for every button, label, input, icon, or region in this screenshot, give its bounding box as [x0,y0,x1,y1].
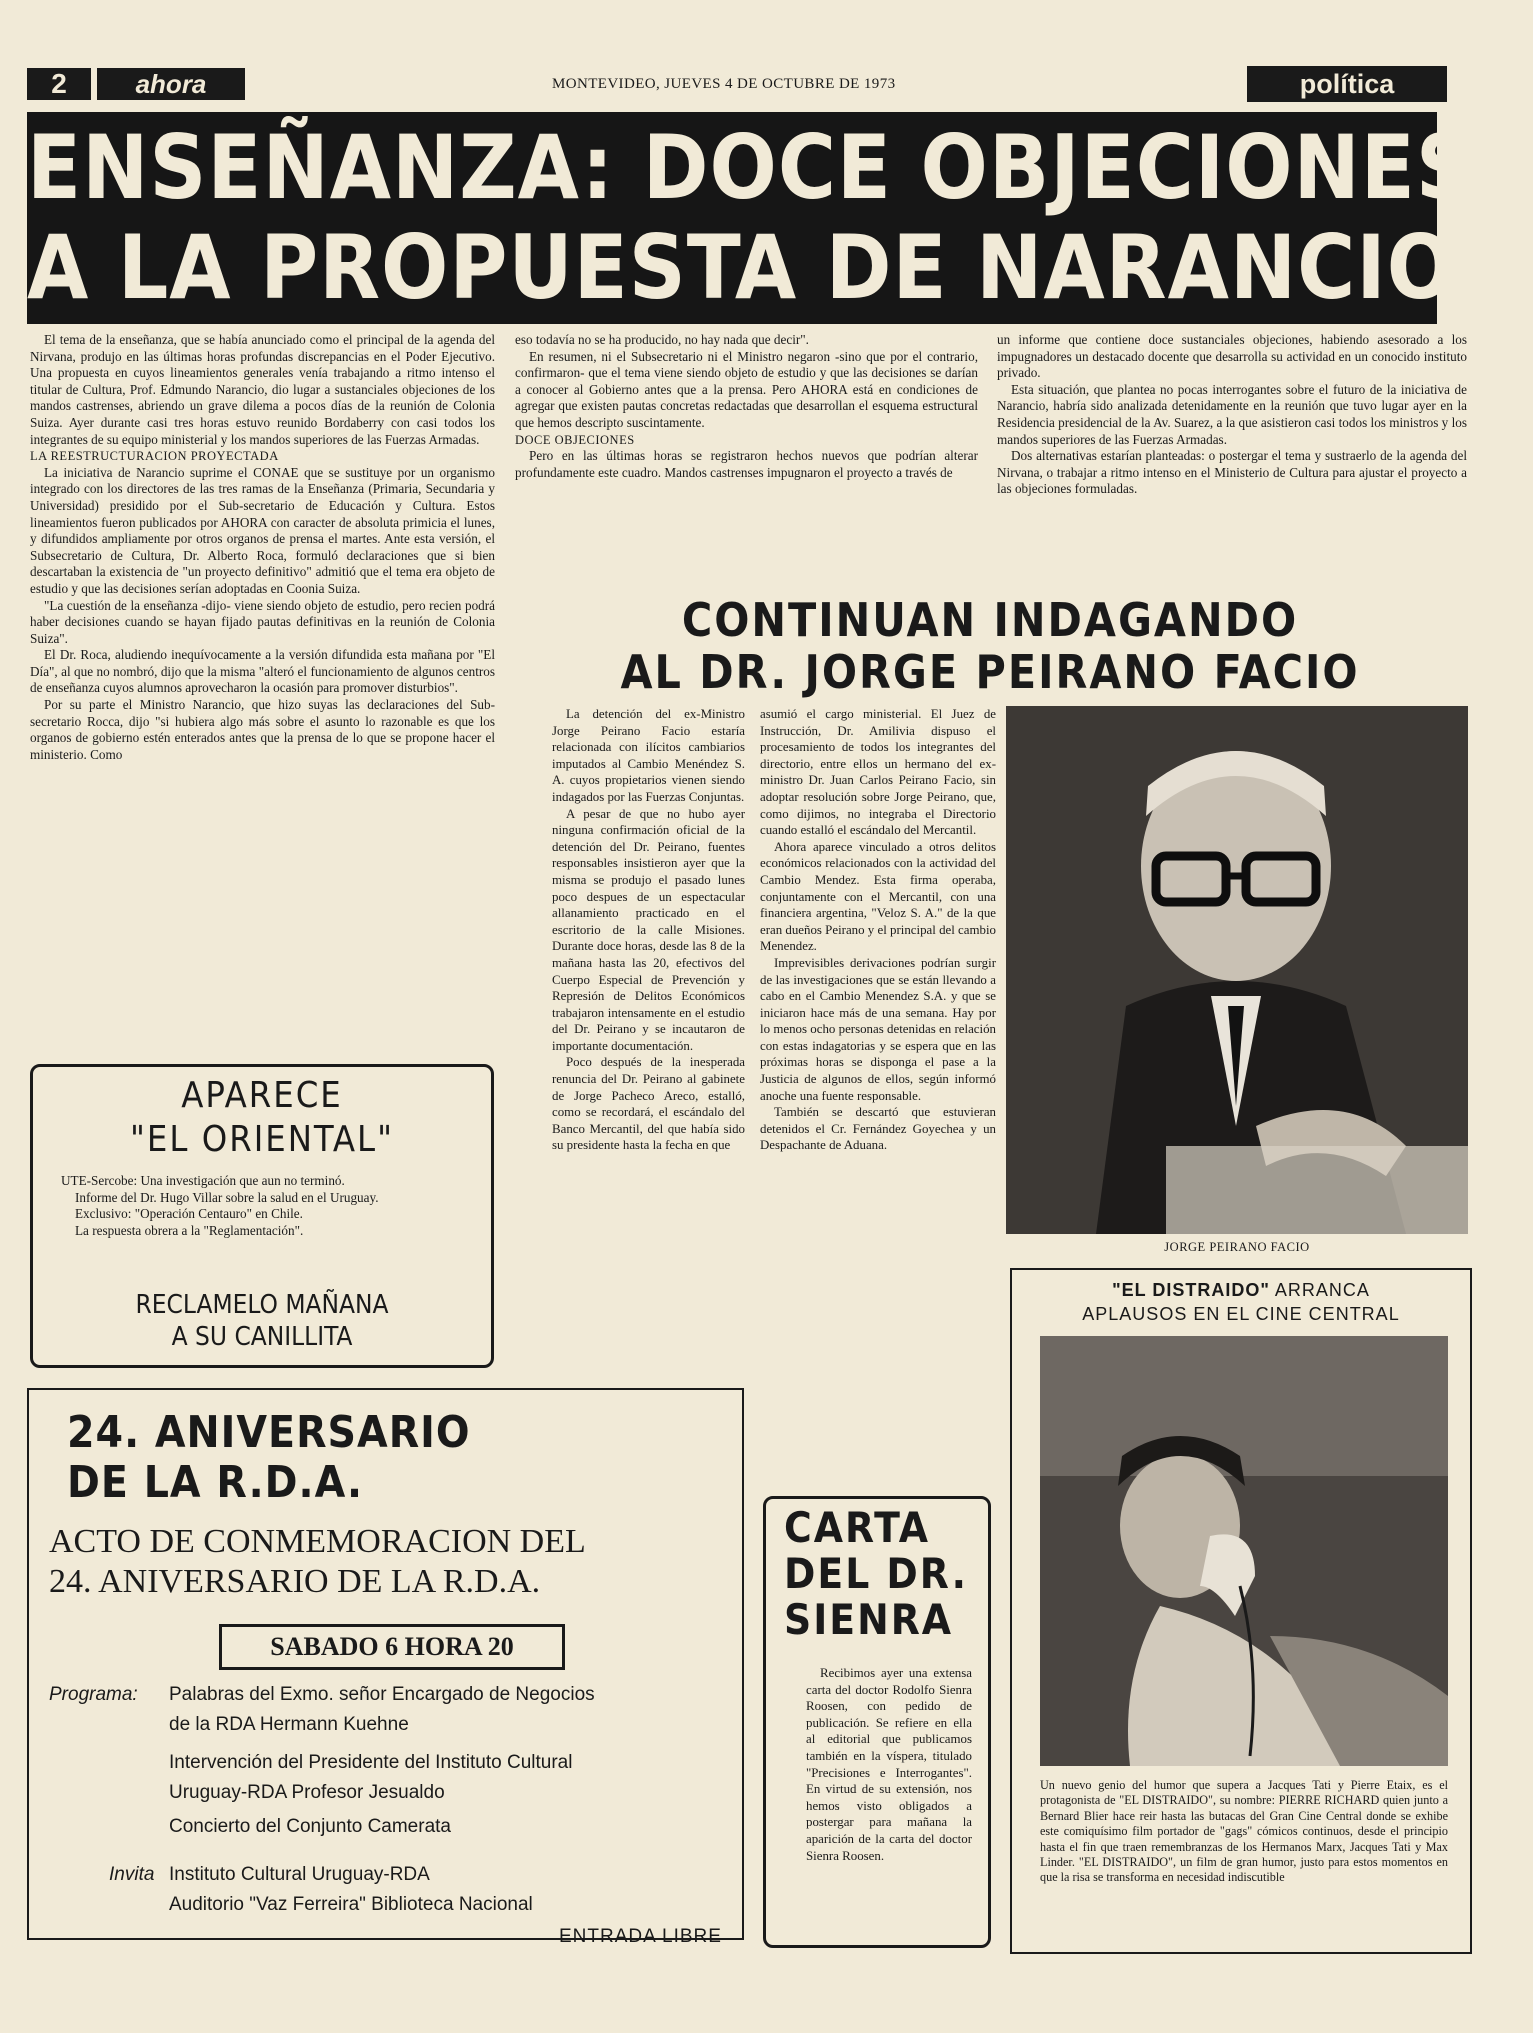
distraido-title-rest: ARRANCA [1269,1280,1370,1300]
paper-name-block [97,68,245,100]
paragraph: La detención del ex-Ministro Jorge Peirano Facio estaría relacionada con ilícitos cambiarios imputados al Cambio Menéndez S. A. cuyos propietarios vienen siendo indagados por las Fuerzas Conjuntas. [552,707,745,804]
rda-title-line1: 24. ANIVERSARIO [67,1407,471,1458]
distraido-title-line1 [1012,1278,1470,1302]
invita-line: Auditorio "Vaz Ferreira" Biblioteca Nacional [169,1894,533,1915]
paragraph: "La cuestión de la enseñanza -dijo- viene siendo objeto de estudio, pero recien podrá haber decisiones cuando se hayan fijado pautas definitivas en la reunión de Colonia Suiza". [30,597,495,646]
rda-date: SABADO 6 HORA 20 [270,1632,514,1661]
paper-name: ahora [135,69,207,99]
section-label: política [1299,69,1395,99]
paragraph: Ahora aparece vinculado a otros delitos económicos relacionados con la actividad del Cambio Mendez. Esta firma operaba, conjuntamente con el Mercantil, con una financiera argentina, "Veloz S. A." de la que eran dueños Peirano y el principal del cambio Menendez. [760,839,996,954]
oriental-item: UTE-Sercobe: Una investigación que aun no terminó. [61,1173,345,1188]
rda-title-line2: DE LA R.D.A. [67,1457,364,1508]
page-number: 2 [51,68,67,99]
peirano-headline-line1: CONTINUAN INDAGANDO [681,593,1299,647]
program-line: de la RDA Hermann Kuehne [169,1714,409,1735]
paragraph: asumió el cargo ministerial. El Juez de Instrucción, Dr. Amilivia dispuso el procesamiento de todos los integrantes del directorio, entre ellos un hermano del ex-ministro Dr. Juan Carlos Peirano Facio, sin adoptar resolución sobre Jorge Peirano, que, como dijimos, no integraba el Directorio cuando estalló el escándalo del Mercantil. [760,707,996,838]
sienra-title-line3: SIENRA [784,1595,954,1644]
paragraph: Pero en las últimas horas se registraron hechos nuevos que podrían alterar profundamente este cuadro. Mandos castrenses impugnaron el proyecto a través de [515,448,978,480]
section-label-block [1247,66,1447,102]
paragraph: Poco después de la inesperada renuncia del Dr. Peirano al gabinete de Jorge Pacheco Areco, estalló, como se recordará, el escándalo del Banco Mercantil, del que había sido su presidente hasta la fecha en que [552,1055,745,1153]
rda-subtitle-line2: 24. ANIVERSARIO DE LA R.D.A. [49,1563,541,1600]
paragraph: En resumen, ni el Subsecretario ni el Ministro negaron -sino que por el contrario, confirmaron- que el tema viene siendo objeto de estudio y que las decisiones se darían a conocer al Gobierno antes que a la prensa. Pero AHORA está en condiciones de agregar que existen pautas concretas redactadas que desarrollan el esquema estructural que hemos descripto suscintamente. [515,348,978,430]
paragraph: eso todavía no se ha producido, no hay nada que decir". [515,332,809,347]
program-line: Intervención del Presidente del Instituto Cultural [169,1752,573,1773]
invita-label: Invita [109,1864,155,1885]
masthead [27,66,1447,104]
main-story-column-1 [30,332,495,763]
oriental-title-line1: APARECE [181,1075,343,1116]
paragraph: También se descartó que estuvieran detenidos el Cr. Fernández Goyechea y un Despachante de Aduana. [760,1105,996,1153]
distraido-title-bold: "EL DISTRAIDO" [1112,1280,1270,1300]
sienra-body: Recibimos ayer una extensa carta del doctor Rodolfo Sienra Roosen, con pedido de publicación. Se refiere en ella al editorial que publicamos también en la víspera, titulado "Precisiones e Interrogantes". En virtud de su extensión, nos hemos visto obligados a postergar para mañana la aparición de la carta del doctor Sienra Roosen. [806,1666,972,1863]
el-distraido-box [1010,1268,1472,1954]
paragraph: Por su parte el Ministro Narancio, que hizo suyas las declaraciones del Sub-secretario Rocca, dijo "si hubiera algo más sobre el asunto lo razonable es que los organos de gobierno estén enterados antes que la prensa de lo que se propone hacer el ministerio. Como [30,697,495,762]
subhead: LA REESTRUCTURACION PROYECTADA [30,449,279,464]
program-label: Programa: [49,1684,138,1705]
page-number-block [27,68,91,100]
distraido-title-line2: APLAUSOS EN EL CINE CENTRAL [1082,1304,1400,1324]
sienra-title-line1: CARTA [784,1503,930,1552]
paragraph: El Dr. Roca, aludiendo inequívocamente a la versión difundida esta mañana por "El Día", al que no nombró, dijo que la misma "alteró el funcionamiento de algunos centros de enseñanza cuyos alumnos aprovecharon la ocasión para promover disturbios". [30,647,495,696]
paragraph: Imprevisibles derivaciones podrían surgir de las investigaciones que se están llevando a cabo en el Cambio Menendez S.A. y que se iniciaron hace más de una semana. Hay por lo menos ocho personas detenidas en relación con estas indagatorias y se espera que en las próximas horas se disponga el pase a la Justicia de algunos de ellos, según informó anoche una fuente responsable. [760,955,996,1103]
rda-date-box [219,1624,565,1670]
peirano-photo [1006,706,1468,1234]
peirano-photo-caption: JORGE PEIRANO FACIO [1164,1240,1310,1254]
program-line: Palabras del Exmo. señor Encargado de Negocios [169,1684,595,1705]
rda-subtitle-line1: ACTO DE CONMEMORACION DEL [49,1523,586,1560]
main-headline-banner [27,112,1474,324]
paragraph: un informe que contiene doce sustanciales objeciones, habiendo asesorado a los impugnadores un destacado docente que desarrolla su actividad en un conocido instituto privado. [997,332,1467,381]
rda-anniversary-ad [27,1388,744,1947]
peirano-column-2 [760,706,996,1154]
sienra-letter-box [763,1496,991,1948]
program-line: Uruguay-RDA Profesor Jesualdo [169,1782,445,1803]
man-on-phone-illustration [1040,1336,1448,1766]
main-story-column-3 [997,332,1467,498]
paragraph: Esta situación, que plantea no pocas interrogantes sobre el futuro de la iniciativa de Narancio, habría sido analizada detenidamente en la reunión que tuvo lugar ayer en la Residencia presidencial de la Av. Suarez, a la que asistieron casi todos los ministros y los mandos superiores de las Fuerzas Armadas. [997,381,1467,447]
oriental-item: La respuesta obrera a la "Reglamentación". [75,1222,304,1238]
program-line: Concierto del Conjunto Camerata [169,1816,451,1837]
entrada-libre: ENTRADA LIBRE [559,1926,722,1947]
distraido-caption: Un nuevo genio del humor que supera a Jacques Tati y Pierre Etaix, es el protagonista de "EL DISTRAIDO", su nombre: PIERRE RICHARD quien junto a Bernard Blier hace reir hasta las butacas del Gran Cine Central donde se exhibe este comiquísimo film portador de "gags" cómicos continuos, desde el principio hasta el fin que traen remembranzas de los Hermanos Marx, Jacques Tati y Max Linder. "EL DISTRAIDO", un film de gran humor, justo para estos momentos en que la risa se transforma en necesidad indiscutible [1040,1778,1448,1885]
paragraph: El tema de la enseñanza, que se había anunciado como el principal de la agenda del Nirvana, produjo en las últimas horas profundas discrepancias en el Poder Ejecutivo. Una propuesta en cuyos lineamientos generales venía trabajando a ritmo intenso el titular de Cultura, Prof. Edmundo Narancio, dio lugar a sustanciales objeciones de los mandos castrenses, abriendo un grave dilema a pocos días de la reunión de Colonia Suiza. Ayer durante casi tres horas estuvo reunido Bordaberry con casi todos los integrantes de su equipo ministerial y los mandos superiores de las Fuerzas Armadas. [30,332,495,447]
paragraph: Dos alternativas estarían planteadas: o postergar el tema y sustraerlo de la agenda del Nirvana, o trabajar a ritmo intenso en el Ministerio de Cultura para ajustar el proyecto a las objeciones formuladas. [997,448,1467,497]
oriental-footer-line1: RECLAMELO MAÑANA [135,1290,389,1320]
peirano-headline-line2: AL DR. JORGE PEIRANO FACIO [620,645,1360,699]
paragraph: A pesar de que no hubo ayer ninguna confirmación oficial de la detención del Dr. Peirano, fuentes responsables insistieron ayer que la misma se produjo el pasado lunes poco despues de un espectacular allanamiento practicado en el escritorio de la calle Misiones. Durante doce horas, desde las 8 de la mañana hasta las 20, efectivos del Cuerpo Especial de Prevención y Represión de Delitos Económicos trabajaron intensamente en el estudio del Dr. Peirano y se incautaron de importante documentación. [552,806,745,1053]
paragraph: La iniciativa de Narancio suprime el CONAE que se sustituye por un organismo integrado con los directores de las tres ramas de la Enseñanza (Primaria, Secundaria y Universidad) presidido por el Sub-secretario de Educación y Cultura. Estos lineamientos fueron publicados por AHORA con caracter de absoluta primicia el lunes, y difundidos ampliamente por otros organos de prensa el martes. Ante esta versión, el Subsecretario de Cultura, Dr. Alberto Roca, formuló declaraciones que si bien descartaban la existencia de "un proyecto definitivo" admitió que el tema era objeto de estudio y que las decisiones serían adoptadas en Coonia Suiza. [30,464,495,596]
main-headline-line1: ENSEÑANZA: DOCE OBJECIONES [27,116,1474,219]
oriental-items [61,1173,471,1239]
oriental-title-line2: "EL ORIENTAL" [130,1119,394,1160]
el-oriental-box [30,1064,494,1368]
main-headline-line2: A LA PROPUESTA DE NARANCIO [27,216,1455,319]
peirano-column-1 [552,706,745,1154]
sienra-title-line2: DEL DR. [784,1549,969,1598]
dateline: MONTEVIDEO, JUEVES 4 DE OCTUBRE DE 1973 [552,76,896,92]
oriental-footer-line2: A SU CANILLITA [171,1322,353,1352]
oriental-item: Informe del Dr. Hugo Villar sobre la salud en el Uruguay. [75,1189,379,1205]
oriental-item: Exclusivo: "Operación Centauro" en Chile. [75,1206,303,1222]
invita-line: Instituto Cultural Uruguay-RDA [169,1864,430,1885]
main-story-column-2 [515,332,978,481]
man-writing-illustration [1006,706,1468,1234]
distraido-photo [1040,1336,1448,1766]
subhead: DOCE OBJECIONES [515,432,635,447]
